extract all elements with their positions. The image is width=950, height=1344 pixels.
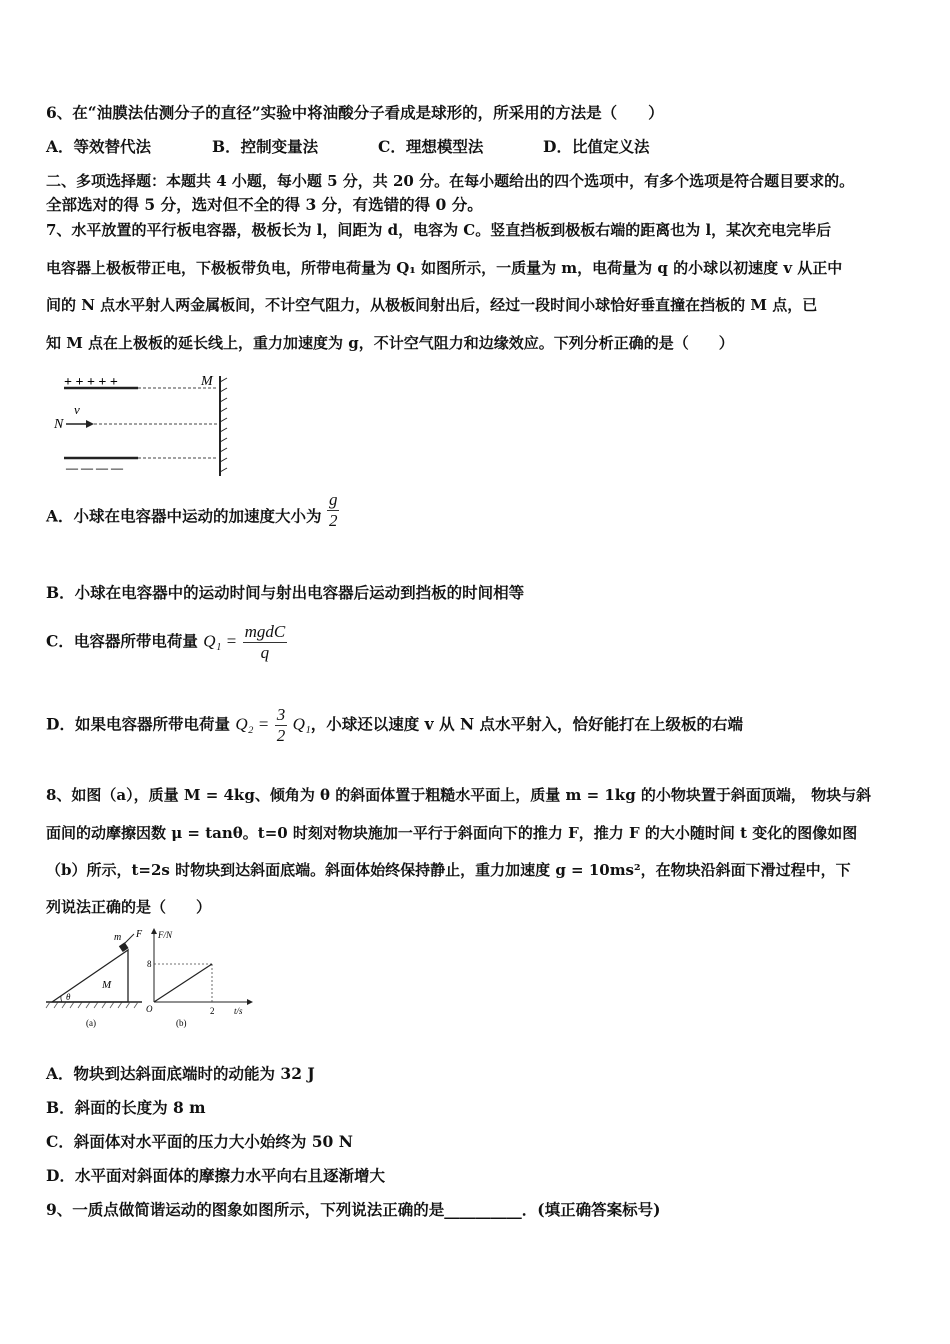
incline-and-graph-figure — [42, 926, 254, 1036]
q8-option-d: D．水平面对斜面体的摩擦力水平向右且逐渐增大 — [46, 1166, 385, 1185]
x-axis-label: t/s — [234, 1006, 243, 1016]
section2-line2: 全部选对的得 5 分，选对但不全的得 3 分，有选错的得 0 分。 — [46, 195, 483, 214]
label-m: M — [201, 374, 213, 389]
force-arrow — [124, 934, 134, 944]
q7-option-d — [46, 705, 743, 746]
label-theta: θ — [66, 992, 71, 1002]
fraction-numerator: 3 — [276, 705, 286, 724]
q7-option-d-rhs: Q₁ — [292, 714, 311, 734]
angle-arc — [61, 996, 62, 1002]
label-v: v — [74, 402, 80, 417]
fraction-g-over-2 — [327, 490, 340, 531]
q8-option-c: C．斜面体对水平面的压力大小始终为 50 N — [46, 1132, 353, 1151]
label-b: (b) — [176, 1018, 187, 1028]
fraction-denominator: 2 — [328, 511, 338, 530]
q8-option-a: A．物块到达斜面底端时的动能为 32 J — [46, 1064, 315, 1083]
q7-option-c-lhs: Q₁ = — [203, 631, 238, 651]
ground-hatch — [46, 1002, 138, 1008]
label-big-m: M — [102, 979, 112, 991]
q6-option-b: B．控制变量法 — [212, 137, 319, 156]
fraction-numerator: mgdC — [244, 622, 286, 641]
y-tick-8: 8 — [147, 959, 152, 969]
q7-line3: 间的 N 点水平射人两金属板间，不计空气阻力，从极板间射出后，经过一段时间小球恰好垂直撞在挡板的 M 点，已 — [46, 296, 818, 314]
q6-stem: 6、在“油膜法估测分子的直径”实验中将油酸分子看成是球形的，所采用的方法是（ ） — [46, 103, 664, 122]
q7-line4: 知 M 点在上极板的延长线上，重力加速度为 g，不计空气阻力和边缘效应。下列分析正确的是（ ） — [46, 334, 734, 352]
q8-line1: 8、如图（a），质量 M = 4kg、倾角为 θ 的斜面体置于粗糙水平面上，质量 m = 1kg 的小物块置于斜面顶端， 物块与斜 — [46, 786, 872, 804]
q8-line3: （b）所示，t=2s 时物块到达斜面底端。斜面体始终保持静止，重力加速度 g = 10ms²，在物块沿斜面下滑过程中，下 — [46, 861, 851, 879]
q7-option-a-text: A．小球在电容器中运动的加速度大小为 — [46, 506, 322, 526]
section2-line1: 二、多项选择题：本题共 4 小题，每小题 5 分，共 20 分。在每小题给出的四个选项中，有多个选项是符合题目要求的。 — [46, 172, 855, 190]
q7-line1: 7、水平放置的平行板电容器，极板长为 l，间距为 d，电容为 C。竖直挡板到极板右端的距离也为 l，某次充电完毕后 — [46, 221, 832, 239]
x-axis-arrow — [247, 999, 253, 1005]
q9-stem: 9、一质点做简谐运动的图象如图所示，下列说法正确的是__________．(填正确答案标号) — [46, 1200, 661, 1219]
q7-option-b: B．小球在电容器中的运动时间与射出电容器后运动到挡板的时间相等 — [46, 583, 525, 602]
force-line — [154, 964, 212, 1002]
fraction-denominator: 2 — [276, 726, 286, 745]
q7-option-d-lhs: Q₂ = — [235, 714, 270, 734]
origin-label: O — [146, 1004, 153, 1014]
incline-body — [52, 950, 128, 1002]
q7-line2: 电容器上极板带正电，下极板带负电，所带电荷量为 Q₁ 如图所示，一质量为 m，电荷量为 q 的小球以初速度 v 从正中 — [46, 259, 843, 277]
q7-option-d-tail: ，小球还以速度 v 从 N 点水平射入，恰好能打在上级板的右端 — [310, 714, 744, 734]
fraction-numerator: g — [328, 490, 338, 509]
q7-option-a — [46, 490, 339, 531]
q7-option-d-text: D．如果电容器所带电荷量 — [46, 714, 230, 734]
capacitor-figure — [46, 368, 246, 483]
q7-option-c — [46, 622, 287, 663]
label-f: F — [136, 929, 143, 940]
fraction-3-over-2 — [275, 705, 288, 746]
q8-line2: 面间的动摩擦因数 μ = tanθ。t=0 时刻对物块施加一平行于斜面向下的推力 F，推力 F 的大小随时间 t 变化的图像如图 — [46, 824, 858, 842]
y-axis-label: F/N — [158, 930, 173, 940]
plus-signs: + + + + + — [64, 375, 118, 390]
fraction-denominator: q — [260, 643, 270, 662]
q6-option-a: A．等效替代法 — [46, 137, 152, 156]
y-axis-arrow — [151, 928, 157, 934]
label-a: (a) — [86, 1018, 96, 1028]
q6-option-c: C．理想模型法 — [378, 137, 484, 156]
barrier-hatch — [220, 378, 227, 472]
label-small-m: m — [114, 932, 122, 943]
q7-option-c-text: C．电容器所带电荷量 — [46, 631, 198, 651]
q6-option-d: D．比值定义法 — [543, 137, 650, 156]
fraction-mgdc-over-q — [243, 622, 288, 663]
velocity-arrowhead — [86, 420, 94, 428]
q8-option-b: B．斜面的长度为 8 m — [46, 1098, 206, 1117]
label-n: N — [54, 417, 64, 432]
q8-line4: 列说法正确的是（ ） — [46, 898, 212, 916]
x-tick-2: 2 — [210, 1006, 215, 1016]
minus-signs: — — — — — [66, 461, 123, 475]
